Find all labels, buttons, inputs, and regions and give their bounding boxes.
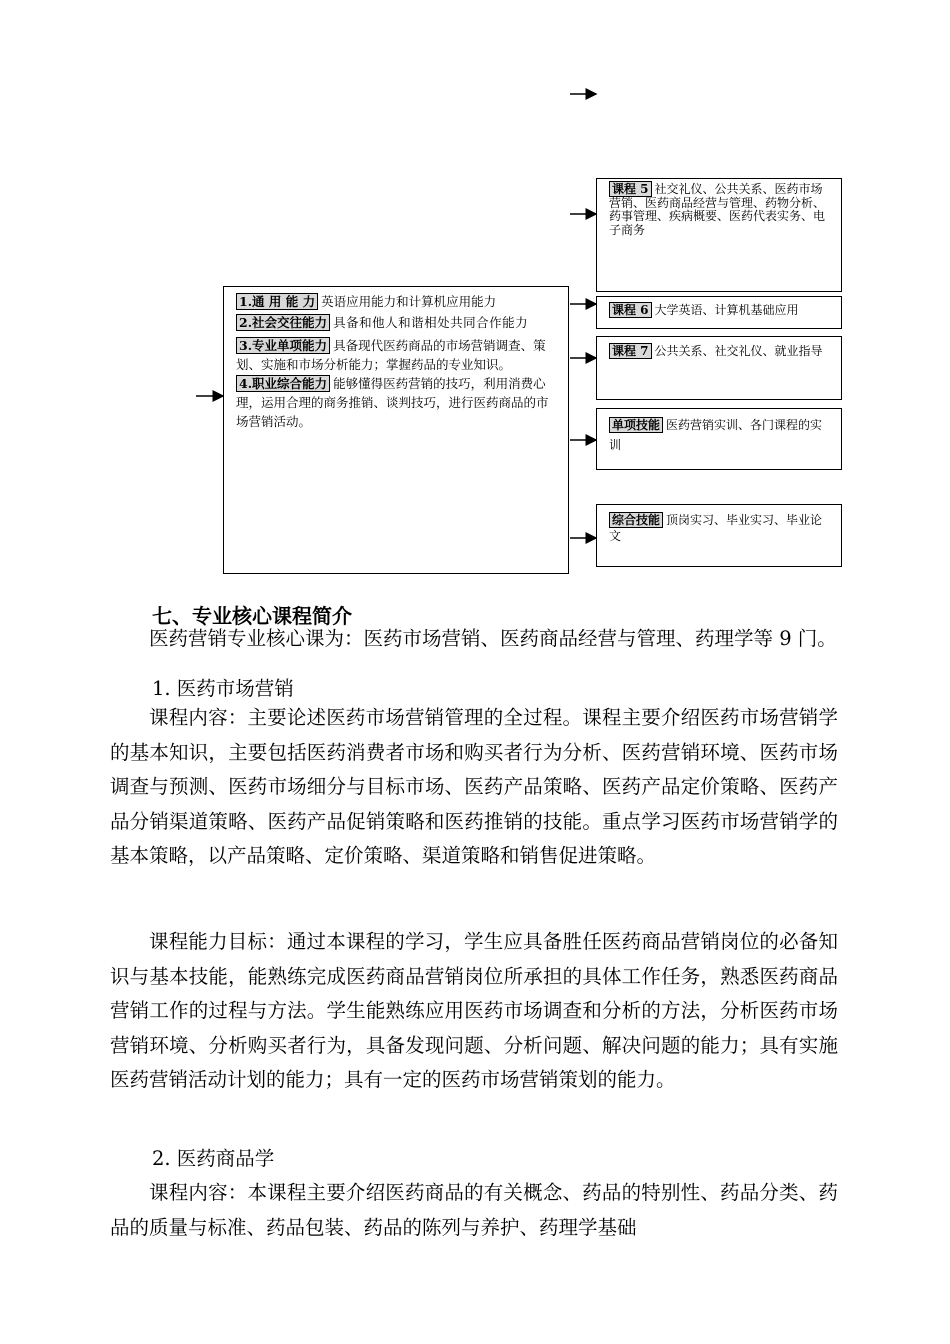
single-skill-box [596,408,842,470]
course6-box [596,296,842,329]
comprehensive-skill-box [596,504,842,567]
course-text: 大学英语、计算机基础应用 [654,303,799,317]
course-tag: 课程 5 [609,181,652,197]
course5-box [596,178,842,292]
ability-item-social [236,313,558,332]
course1-goal: 课程能力目标：通过本课程的学习，学生应具备胜任医药商品营销岗位的必备知识与基本技能，能熟练完成医药商品营销岗位所承担的具体工作任务，熟悉医药商品营销工作的过程与方法。学生能熟练应用医药市场调查和分析的方法，分析医药市场营销环境、分析购买者行为，具备发现问题、分析问题、解决问题的能力；具有实施医药营销活动计划的能力；具有一定的医药市场营销策划的能力。 [110,930,838,1091]
course2-content: 课程内容：本课程主要介绍医药商品的有关概念、药品的特别性、药品分类、药品的质量与标准、药品包装、药品的陈列与养护、药理学基础 [110,1181,838,1239]
ability-tag: 1.通 用 能 力 [236,293,318,310]
course1-title: 1. 医药市场营销 [152,677,294,700]
ability-text: 能够懂得医药营销的技巧，利用消费心理，运用合理的商务推销、谈判技巧，进行医药商品的市场营销活动。 [236,376,549,429]
course-tag: 课程 7 [609,343,652,359]
course-text: 顶岗实习、毕业实习、毕业论文 [609,513,823,543]
course-tag: 单项技能 [609,417,663,433]
ability-text: 具备现代医药商品的市场营销调查、策划、实施和市场分析能力；掌握药品的专业知识。 [236,338,546,372]
ability-tag: 3.专业单项能力 [236,337,330,354]
ability-item-comprehensive [236,374,558,431]
course-text: 社交礼仪、公共关系、医药市场营销、医药商品经营与管理、药物分析、药事管理、疾病概要、医药代表实务、电子商务 [609,182,826,237]
course-tag: 课程 6 [609,302,652,318]
ability-tag: 4.职业综合能力 [236,375,330,392]
course-tag: 综合技能 [609,512,663,528]
course1-content: 课程内容：主要论述医药市场营销管理的全过程。课程主要介绍医药市场营销学的基本知识，主要包括医药消费者市场和购买者行为分析、医药营销环境、医药市场调查与预测、医药市场细分与目标市场、医药产品策略、医药产品定价策略、医药产品分销渠道策略、医药产品促销策略和医药推销的技能。重点学习医药市场营销学的基本策略，以产品策略、定价策略、渠道策略和销售促进策略。 [110,706,838,867]
course2-title: 2. 医药商品学 [152,1147,275,1170]
ability-item-professional [236,336,558,374]
ability-item-general [236,292,558,311]
abilities-box [223,286,569,574]
section-heading: 七、专业核心课程简介 [152,604,352,628]
course-text: 公共关系、社交礼仪、就业指导 [654,344,823,358]
ability-text: 具备和他人和谐相处共同合作能力 [333,315,529,330]
ability-tag: 2.社会交往能力 [236,314,330,331]
course7-box [596,336,842,400]
section-intro: 医药营销专业核心课为：医药市场营销、医药商品经营与管理、药理学等 9 门。 [149,627,837,650]
ability-text: 英语应用能力和计算机应用能力 [321,294,497,309]
course-text: 医药营销实训、各门课程的实训 [609,418,823,452]
